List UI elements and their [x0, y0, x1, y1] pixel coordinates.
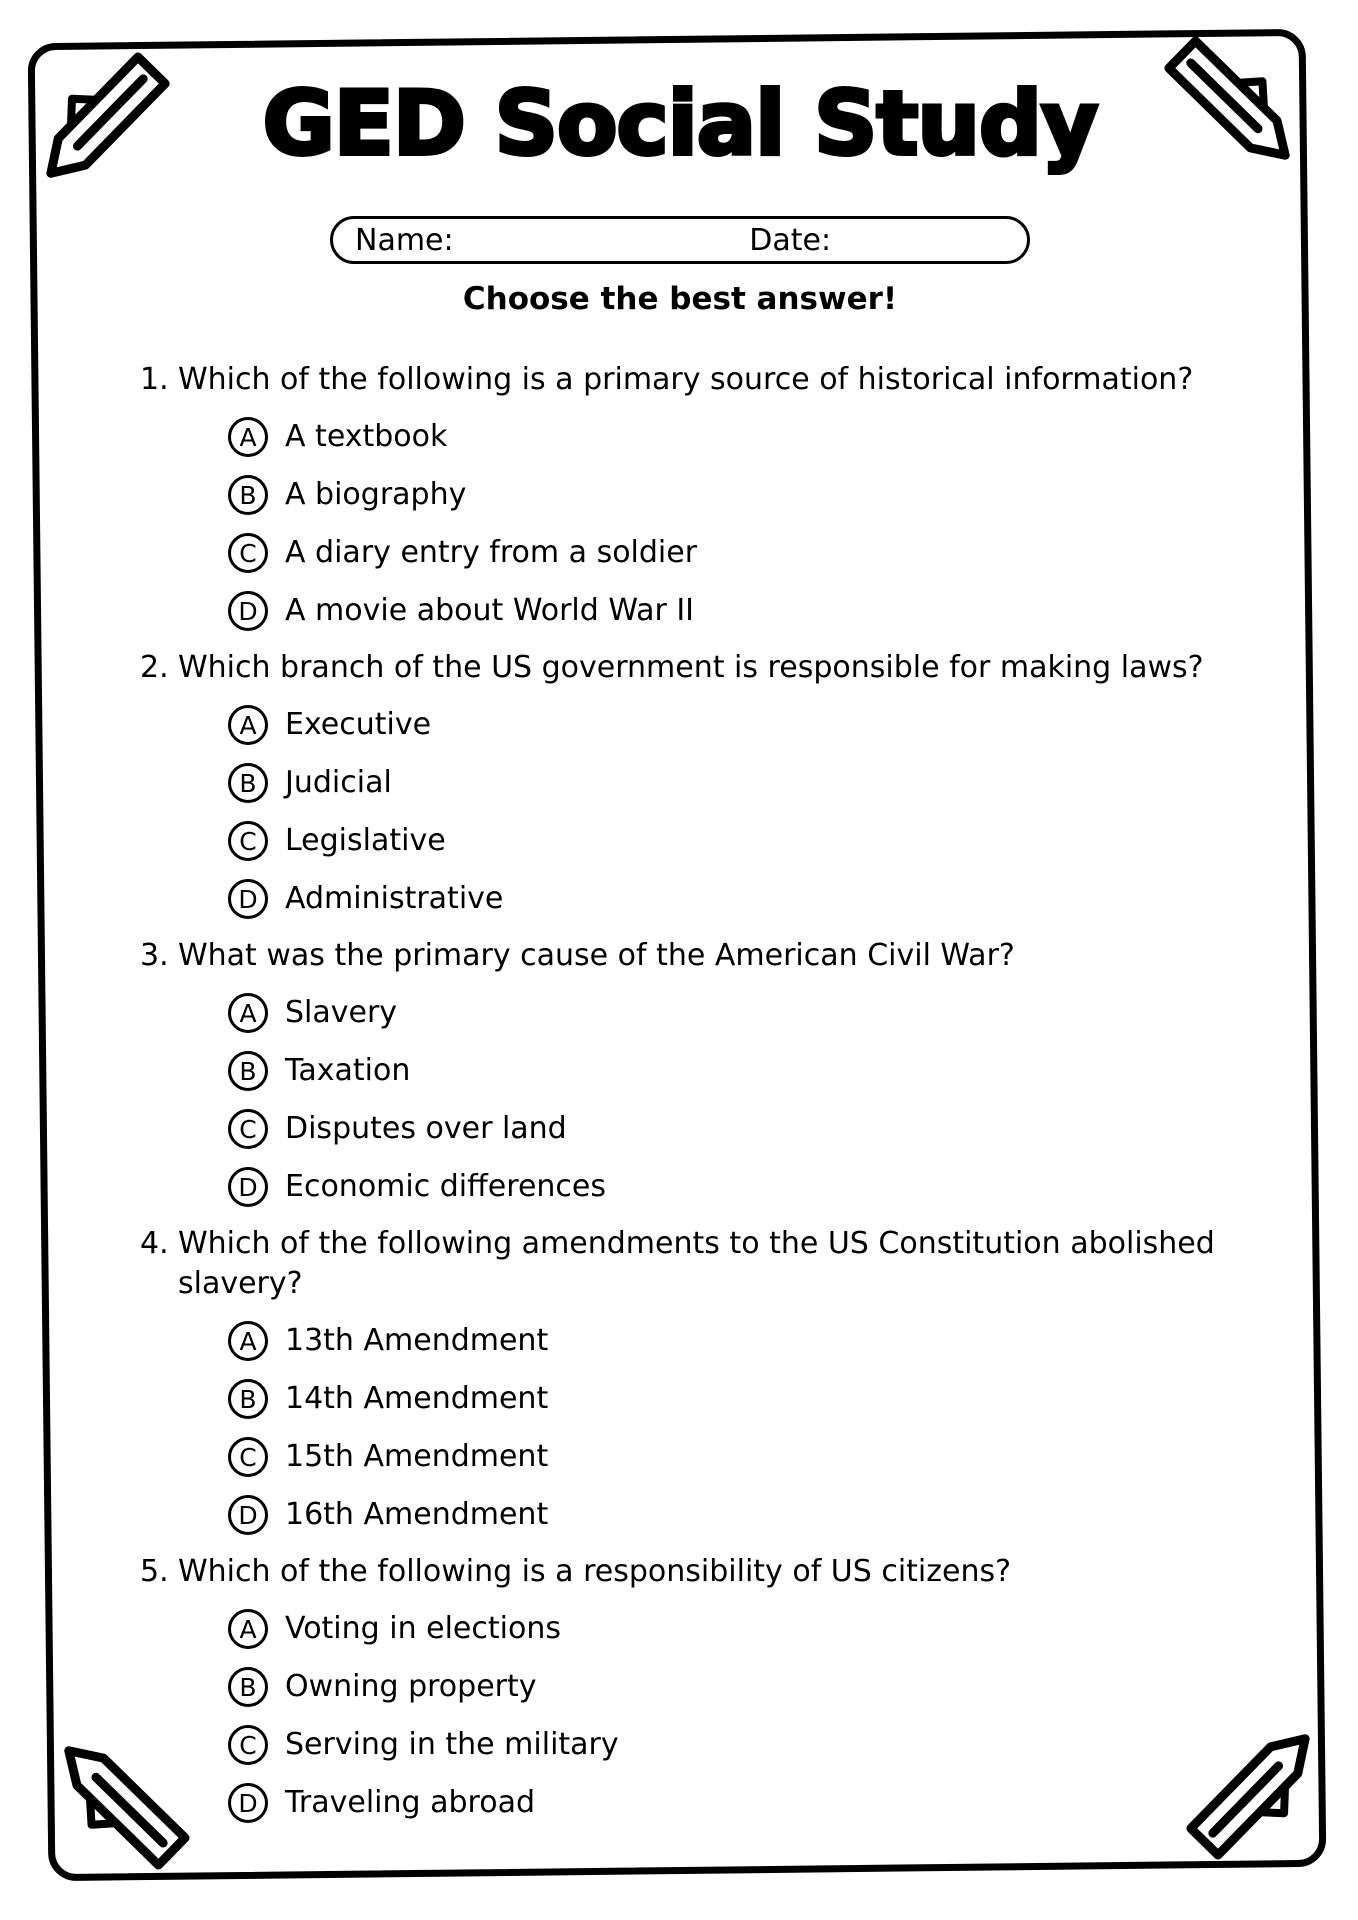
option-text: Legislative [285, 823, 446, 858]
question-block [140, 936, 1260, 1208]
name-date-box [330, 216, 1030, 264]
option-text: Judicial [285, 765, 392, 800]
question-number: 4. [140, 1226, 169, 1261]
option-text: Administrative [285, 881, 504, 916]
option-row[interactable] [228, 590, 1260, 632]
option-letter-circle[interactable]: B [228, 763, 268, 803]
option-text: A diary entry from a soldier [285, 535, 698, 570]
option-row[interactable] [228, 1436, 1260, 1478]
option-row[interactable] [228, 1050, 1260, 1092]
option-letter-circle[interactable]: B [228, 1051, 268, 1091]
option-text: Traveling abroad [285, 1785, 535, 1820]
option-text: Disputes over land [285, 1111, 567, 1146]
option-letter-circle[interactable]: C [228, 1109, 268, 1149]
question-block [140, 1552, 1260, 1824]
option-letter-circle[interactable]: A [228, 705, 268, 745]
option-letter-circle[interactable]: C [228, 1437, 268, 1477]
option-text: Voting in elections [285, 1611, 561, 1646]
worksheet-content [100, 58, 1260, 1840]
question-number: 3. [140, 938, 169, 973]
option-row[interactable] [228, 1608, 1260, 1650]
question-block [140, 360, 1260, 632]
option-row[interactable] [228, 1108, 1260, 1150]
option-letter-circle[interactable]: D [228, 1167, 268, 1207]
option-row[interactable] [228, 992, 1260, 1034]
option-letter-circle[interactable]: D [228, 591, 268, 631]
question-text: Which of the following amendments to the US Constitution abolished slavery? [178, 1226, 1215, 1301]
option-text: Serving in the military [285, 1727, 619, 1762]
question-row [140, 1552, 1260, 1592]
date-label: Date: [749, 222, 832, 258]
option-letter-circle[interactable]: B [228, 1667, 268, 1707]
option-letter-circle[interactable]: D [228, 1495, 268, 1535]
question-text: Which of the following is a responsibility of US citizens? [178, 1554, 1012, 1589]
option-text: 15th Amendment [285, 1439, 549, 1474]
option-text: 13th Amendment [285, 1323, 549, 1358]
option-row[interactable] [228, 1378, 1260, 1420]
option-text: Economic differences [285, 1169, 606, 1204]
option-text: A textbook [285, 419, 448, 454]
option-row[interactable] [228, 878, 1260, 920]
option-row[interactable] [228, 820, 1260, 862]
option-letter-circle[interactable]: C [228, 1725, 268, 1765]
name-label: Name: [355, 222, 454, 258]
option-row[interactable] [228, 1724, 1260, 1766]
question-number: 1. [140, 362, 169, 397]
question-block [140, 648, 1260, 920]
option-letter-circle[interactable]: D [228, 1783, 268, 1823]
question-number: 2. [140, 650, 169, 685]
option-letter-circle[interactable]: D [228, 879, 268, 919]
question-row [140, 360, 1260, 400]
question-row [140, 936, 1260, 976]
instruction-text: Choose the best answer! [462, 281, 898, 317]
question-row [140, 648, 1260, 688]
option-row[interactable] [228, 1166, 1260, 1208]
questions-list [100, 360, 1260, 1824]
option-row[interactable] [228, 532, 1260, 574]
option-row[interactable] [228, 1666, 1260, 1708]
option-row[interactable] [228, 1320, 1260, 1362]
option-letter-circle[interactable]: A [228, 1321, 268, 1361]
option-text: A movie about World War II [285, 593, 695, 628]
option-text: 14th Amendment [285, 1381, 549, 1416]
page-title: GED Social Study [262, 72, 1098, 175]
option-row[interactable] [228, 474, 1260, 516]
name-input-area[interactable] [454, 219, 750, 261]
option-letter-circle[interactable]: B [228, 1379, 268, 1419]
option-letter-circle[interactable]: C [228, 533, 268, 573]
question-text: Which of the following is a primary source of historical information? [178, 362, 1194, 397]
question-text: What was the primary cause of the American Civil War? [178, 938, 1015, 973]
option-text: Executive [285, 707, 432, 742]
question-number: 5. [140, 1554, 169, 1589]
option-text: Slavery [285, 995, 398, 1030]
question-text: Which branch of the US government is responsible for making laws? [178, 650, 1204, 685]
question-block [140, 1224, 1260, 1536]
option-text: Taxation [285, 1053, 411, 1088]
option-row[interactable] [228, 416, 1260, 458]
option-text: A biography [285, 477, 467, 512]
question-row [140, 1224, 1260, 1304]
option-letter-circle[interactable]: B [228, 475, 268, 515]
option-row[interactable] [228, 704, 1260, 746]
option-letter-circle[interactable]: A [228, 1609, 268, 1649]
option-row[interactable] [228, 762, 1260, 804]
option-letter-circle[interactable]: A [228, 993, 268, 1033]
option-text: 16th Amendment [285, 1497, 549, 1532]
date-input-area[interactable] [831, 219, 1005, 261]
option-text: Owning property [285, 1669, 537, 1704]
option-row[interactable] [228, 1782, 1260, 1824]
option-letter-circle[interactable]: C [228, 821, 268, 861]
option-letter-circle[interactable]: A [228, 417, 268, 457]
option-row[interactable] [228, 1494, 1260, 1536]
